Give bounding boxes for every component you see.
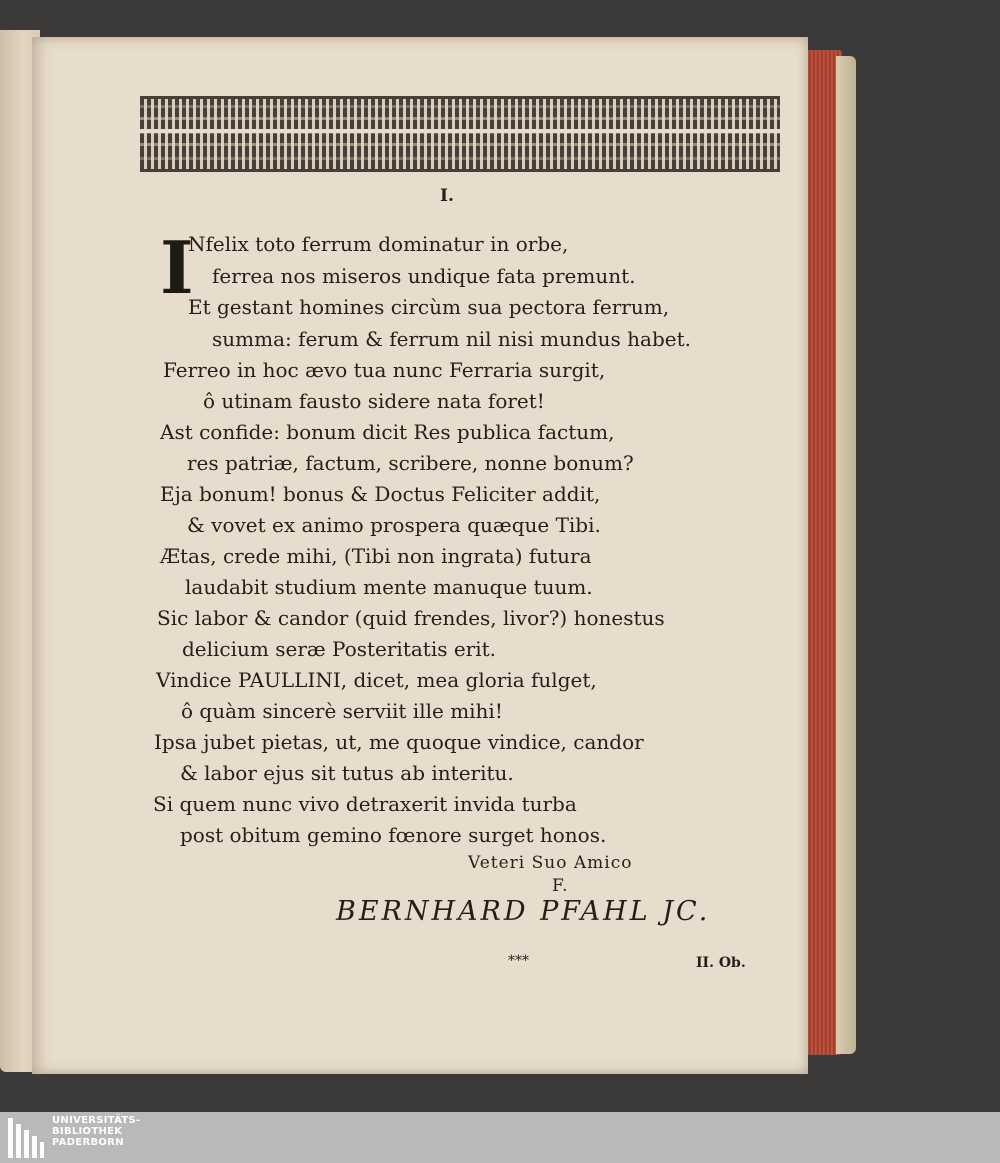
poem-line: Si quem nunc vivo detraxerit invida turba — [153, 792, 577, 816]
poem-line: laudabit studium mente manuque tuum. — [185, 575, 593, 599]
book-cover-edge — [836, 56, 856, 1054]
signature-mark: *** — [508, 953, 529, 969]
poem-line: Ipsa jubet pietas, ut, me quoque vindice, candor — [154, 730, 644, 754]
poem-line: post obitum gemino fœnore surget honos. — [180, 823, 607, 847]
poem-line: Eja bonum! bonus & Doctus Feliciter addit, — [160, 482, 601, 506]
catchword: II. Ob. — [696, 955, 746, 971]
poem-line: delicium seræ Posteritatis erit. — [182, 637, 497, 661]
poem-line: & labor ejus sit tutus ab interitu. — [180, 761, 514, 785]
poem-line: Vindice PAULLINI, dicet, mea gloria fulget, — [156, 668, 597, 692]
poem-line: ô quàm sincerè serviit ille mihi! — [181, 699, 503, 723]
library-logo-icon — [6, 1116, 46, 1160]
poem-number: I. — [440, 186, 454, 206]
poem-line: Ferreo in hoc ævo tua nunc Ferraria surgit, — [163, 358, 606, 382]
dedication-initial: F. — [552, 876, 569, 896]
poem-line: & vovet ex animo prospera quæque Tibi. — [187, 513, 601, 537]
poem-line: Nfelix toto ferrum dominatur in orbe, — [188, 232, 569, 256]
library-logo-text: UNIVERSITÄTS- BIBLIOTHEK PADERBORN — [52, 1115, 141, 1148]
poem-line: summa: ferum & ferrum nil nisi mundus habet. — [212, 327, 692, 351]
ornament-divider — [140, 129, 780, 133]
poem-line: Et gestant homines circùm sua pectora ferrum, — [188, 295, 670, 319]
ornamental-header-band — [140, 96, 780, 172]
drop-cap: I — [160, 225, 194, 310]
dedication-line: Veteri Suo Amico — [468, 853, 633, 873]
poem-line: Sic labor & candor (quid frendes, livor?) honestus — [157, 606, 665, 630]
poem-line: ô utinam fausto sidere nata foret! — [203, 389, 545, 413]
poem-line: Ast confide: bonum dicit Res publica factum, — [160, 420, 615, 444]
poem-line: Ætas, crede mihi, (Tibi non ingrata) futura — [160, 544, 592, 568]
poem-line: res patriæ, factum, scribere, nonne bonum? — [187, 451, 634, 475]
poem-line: ferrea nos miseros undique fata premunt. — [212, 264, 636, 288]
author-name: BERNHARD PFAHL JC. — [336, 896, 711, 927]
